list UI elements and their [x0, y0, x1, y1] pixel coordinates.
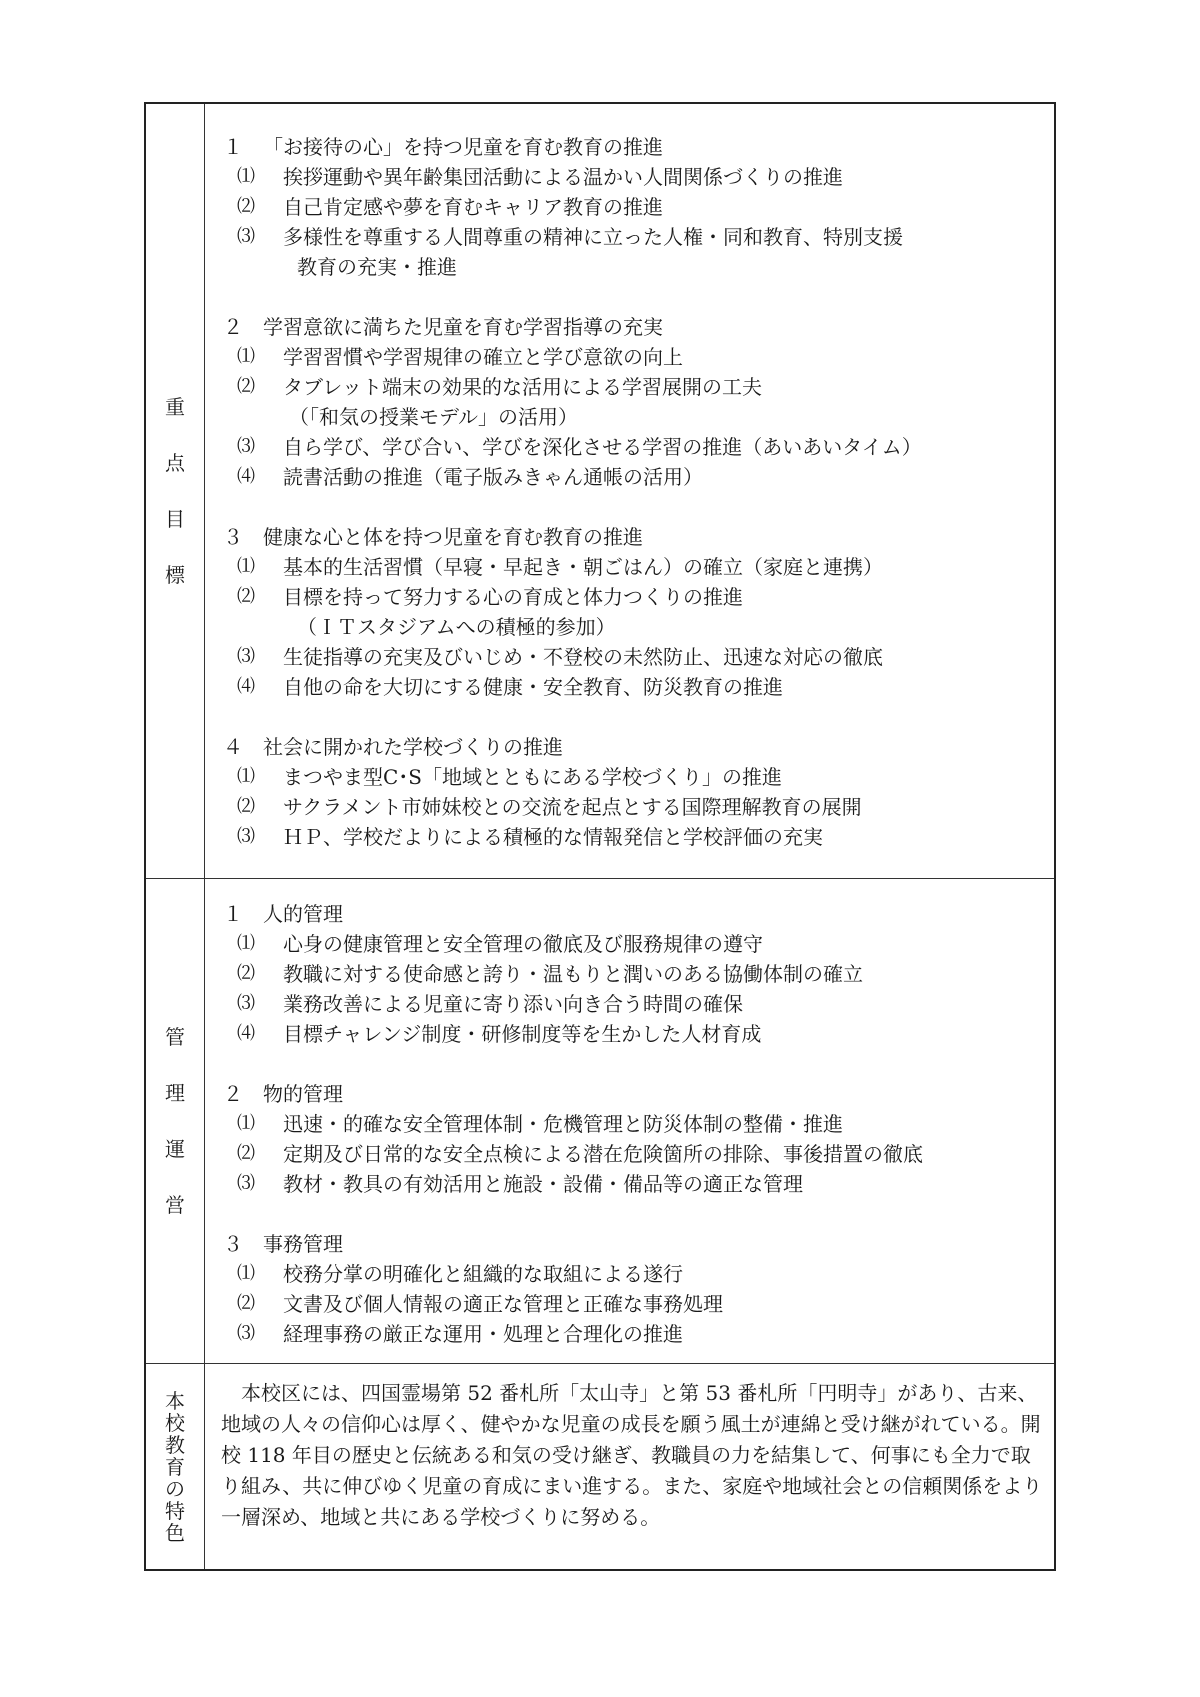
school-features-row [146, 1363, 1054, 1569]
school-features-content [205, 1364, 1054, 1569]
list-item: ⑶ 自ら学び、学び合い、学びを深化させる学習の推進（あいあいタイム） [237, 435, 922, 459]
features-paragraph: 本校区には、四国霊場第 52 番札所「太山寺」と第 53 番札所「円明寺」があり、古来、地域の人々の信仰心は厚く、健やかな児童の成長を願う風土が連綿と受け継がれている。開校 118 年目の歴史と伝統ある和気の受け継ぎ、教職員の力を結集して、何事にも全力で取り組み、共に伸びゆく児童の育成にまい進する。また、家庭や地域社会との信頼関係をより一層深め、地域と共にある学校づくりに努める。 [221, 1381, 1043, 1529]
list-item: ⑶ ＨＰ、学校だよりによる積極的な情報発信と学校評価の充実 [237, 825, 823, 849]
section-heading: ４ 社会に開かれた学校づくりの推進 [223, 735, 563, 759]
list-item-continuation: （「和気の授業モデル」の活用） [289, 405, 578, 429]
section-heading: １ 人的管理 [223, 902, 343, 926]
school-features-label: 本 校 教 育 の 特 色 [146, 1364, 205, 1569]
list-item: ⑵ 定期及び日常的な安全点検による潜在危険箇所の排除、事後措置の徹底 [237, 1142, 923, 1166]
priority-goals-row [146, 104, 1054, 878]
management-label: 管 理 運 営 [146, 879, 205, 1363]
goal-section [223, 522, 1054, 702]
list-item: ⑵ 文書及び個人情報の適正な管理と正確な事務処理 [237, 1292, 723, 1316]
list-item: ⑵ 教職に対する使命感と誇り・温もりと潤いのある協働体制の確立 [237, 962, 863, 986]
management-content [205, 879, 1054, 1363]
list-item: ⑵ タブレット端末の効果的な活用による学習展開の工夫 [237, 375, 762, 399]
list-item-continuation: 教育の充実・推進 [297, 255, 457, 279]
section-heading: ２ 物的管理 [223, 1082, 343, 1106]
list-item: ⑶ 経理事務の厳正な運用・処理と合理化の推進 [237, 1322, 683, 1346]
school-plan-table [144, 102, 1056, 1571]
list-item: ⑴ 心身の健康管理と安全管理の徹底及び服務規律の遵守 [237, 932, 763, 956]
section-heading: ３ 健康な心と体を持つ児童を育む教育の推進 [223, 525, 643, 549]
section-heading: ２ 学習意欲に満ちた児童を育む学習指導の充実 [223, 315, 663, 339]
list-item: ⑶ 業務改善による児童に寄り添い向き合う時間の確保 [237, 992, 743, 1016]
list-item: ⑴ 学習習慣や学習規律の確立と学び意欲の向上 [237, 345, 683, 369]
management-section [223, 899, 1054, 1049]
list-item-continuation: （ＩＴスタジアムへの積極的参加） [297, 615, 616, 639]
list-item: ⑴ 基本的生活習慣（早寝・早起き・朝ごはん）の確立（家庭と連携） [237, 555, 883, 579]
management-section [223, 1229, 1054, 1349]
list-item: ⑴ 校務分掌の明確化と組織的な取組による遂行 [237, 1262, 683, 1286]
list-item: ⑷ 自他の命を大切にする健康・安全教育、防災教育の推進 [237, 675, 783, 699]
list-item: ⑶ 生徒指導の充実及びいじめ・不登校の未然防止、迅速な対応の徹底 [237, 645, 883, 669]
list-item: ⑵ 自己肯定感や夢を育むキャリア教育の推進 [237, 195, 663, 219]
list-item: ⑷ 読書活動の推進（電子版みきゃん通帳の活用） [237, 465, 703, 489]
list-item: ⑷ 目標チャレンジ制度・研修制度等を生かした人材育成 [237, 1022, 762, 1046]
section-heading: ３ 事務管理 [223, 1232, 343, 1256]
list-item: ⑴ まつやま型C･S「地域とともにある学校づくり」の推進 [237, 765, 783, 789]
goal-section [223, 132, 1054, 282]
goal-section [223, 312, 1054, 492]
management-section [223, 1079, 1054, 1199]
priority-goals-content [205, 104, 1054, 878]
list-item: ⑴ 挨拶運動や異年齢集団活動による温かい人間関係づくりの推進 [237, 165, 843, 189]
management-row [146, 878, 1054, 1363]
list-item: ⑶ 教材・教具の有効活用と施設・設備・備品等の適正な管理 [237, 1172, 803, 1196]
priority-goals-label: 重 点 目 標 [146, 104, 205, 878]
list-item: ⑵ サクラメント市姉妹校との交流を起点とする国際理解教育の展開 [237, 795, 862, 819]
list-item: ⑴ 迅速・的確な安全管理体制・危機管理と防災体制の整備・推進 [237, 1112, 843, 1136]
section-heading: １ 「お接待の心」を持つ児童を育む教育の推進 [223, 135, 663, 159]
list-item: ⑵ 目標を持って努力する心の育成と体力つくりの推進 [237, 585, 743, 609]
goal-section [223, 732, 1054, 852]
list-item: ⑶ 多様性を尊重する人間尊重の精神に立った人権・同和教育、特別支援 [237, 225, 903, 249]
